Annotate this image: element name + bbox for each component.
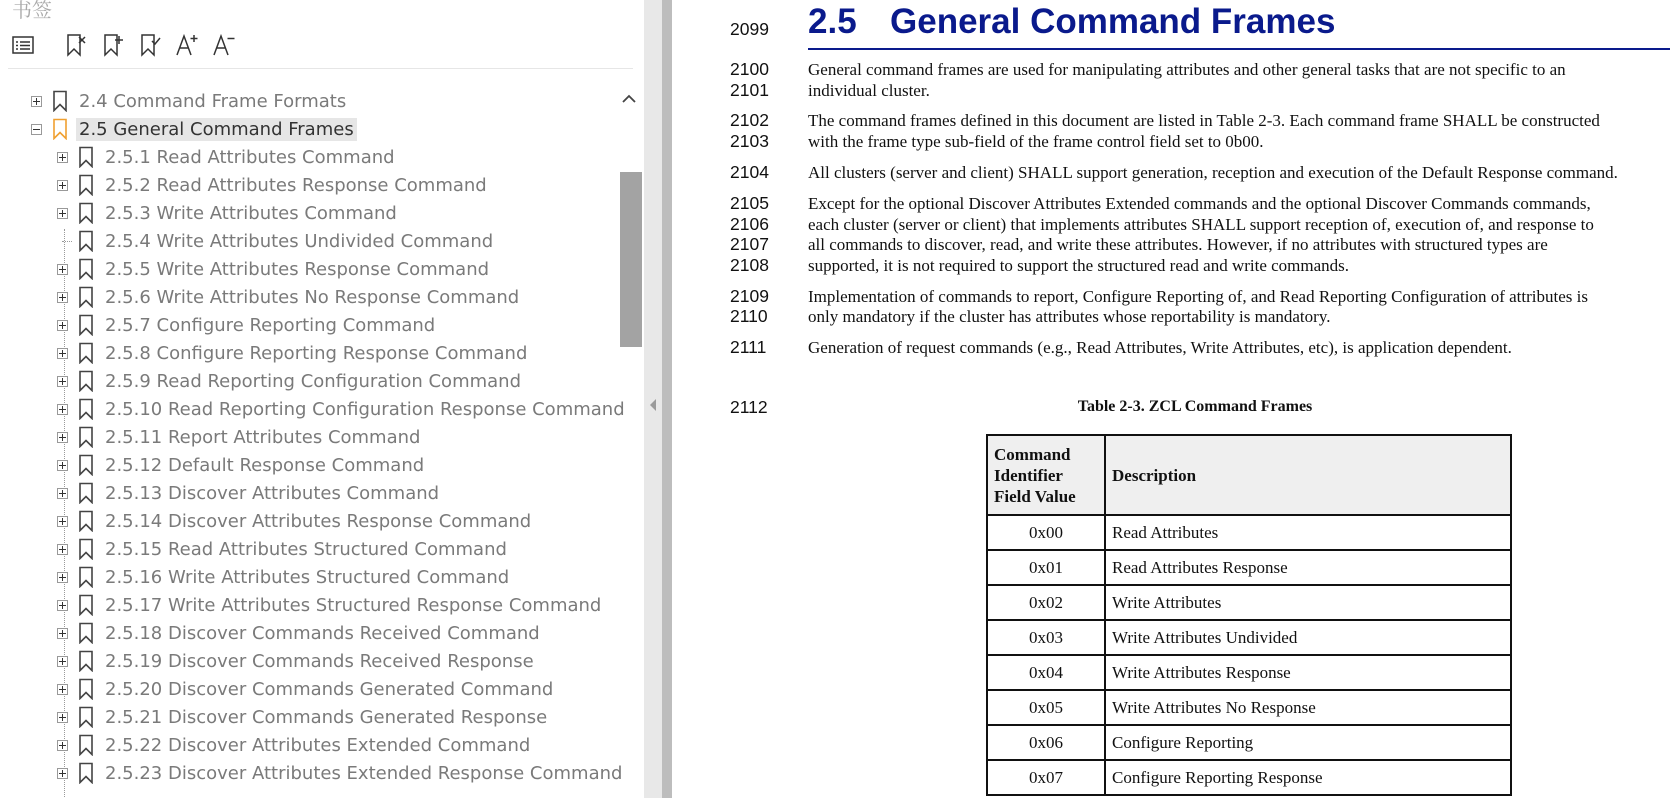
bookmark-item[interactable] [57,507,534,535]
bookmark-label: 2.5.7 Configure Reporting Command [105,314,436,336]
bookmark-item[interactable] [57,143,398,171]
bookmark-icon [78,314,94,336]
line-number: 2103 [730,131,769,151]
command-id-cell: 0x03 [987,620,1105,655]
bookmark-label: 2.5.16 Write Attributes Structured Command [105,566,510,588]
body-line: all commands to discover, read, and write these attributes. However, if no attributes with structured types are [808,235,1548,254]
body-line: General command frames are used for manipulating attributes and other general tasks that are not specific to an [808,60,1566,79]
bookmark-icon [78,622,94,644]
description-cell: Write Attributes [1105,585,1511,620]
table-row [987,690,1511,725]
bookmark-icon [78,398,94,420]
line-number: 2106 [730,214,769,234]
bookmark-label: 2.5.20 Discover Commands Generated Command [105,678,554,700]
bookmark-label: 2.5.12 Default Response Command [105,454,425,476]
bookmark-icon [52,90,68,112]
bookmark-label: 2.5.22 Discover Attributes Extended Command [105,734,531,756]
bookmark-item[interactable] [57,759,625,787]
expand-icon[interactable] [57,460,68,471]
bookmark-label: 2.5.23 Discover Attributes Extended Response Command [105,762,623,784]
table-row [987,655,1511,690]
bookmark-label: 2.5.1 Read Attributes Command [105,146,395,168]
description-cell: Read Attributes Response [1105,550,1511,585]
bookmark-icon [78,762,94,784]
line-number: 2109 [730,286,769,306]
section-heading [808,2,1335,42]
bookmark-item[interactable] [57,367,524,395]
bookmark-item[interactable] [31,115,357,143]
description-cell: Configure Reporting [1105,725,1511,760]
bookmark-icon [78,202,94,224]
bookmark-label: 2.5.14 Discover Attributes Response Command [105,510,532,532]
tree-connector [57,236,68,247]
body-line: supported, it is not required to support the structured read and write commands. [808,256,1350,275]
bookmark-icon [78,566,94,588]
expand-icon[interactable] [57,348,68,359]
bookmark-icon [78,426,94,448]
bookmark-item[interactable] [57,591,604,619]
collapse-icon[interactable] [31,124,42,135]
bookmark-icon [78,510,94,532]
bookmark-label: 2.5.3 Write Attributes Command [105,202,397,224]
bookmark-label: 2.5.9 Read Reporting Configuration Command [105,370,522,392]
description-cell: Read Attributes [1105,515,1511,550]
line-number: 2099 [730,19,769,39]
expand-icon[interactable] [57,208,68,219]
expand-icon[interactable] [57,376,68,387]
increase-text-size-button[interactable] [172,30,202,60]
bookmark-icon [78,342,94,364]
command-id-cell: 0x00 [987,515,1105,550]
bookmarks-toolbar [8,28,246,62]
bookmark-item[interactable] [57,339,530,367]
body-line: All clusters (server and client) SHALL support generation, reception and execution of the Default Response command. [808,163,1618,182]
table-header-description: Description [1105,435,1511,515]
bookmark-icon [78,454,94,476]
bookmark-item[interactable] [31,87,349,115]
scroll-thumb[interactable] [620,172,642,347]
bookmark-label: 2.5.11 Report Attributes Command [105,426,421,448]
command-id-cell: 0x01 [987,550,1105,585]
section-title: General Command Frames [890,2,1336,41]
bookmark-label: 2.5.13 Discover Attributes Command [105,482,440,504]
bookmark-item[interactable] [57,395,628,423]
description-cell: Configure Reporting Response [1105,760,1511,795]
expand-icon[interactable] [57,152,68,163]
body-line: each cluster (server or client) that implements attributes SHALL support reception of, execution of, and response to [808,215,1594,234]
bookmark-label: 2.5 General Command Frames [76,118,357,141]
expand-icon[interactable] [57,544,68,555]
expand-icon[interactable] [57,628,68,639]
delete-bookmark-icon [65,33,87,57]
bookmark-label: 2.5.2 Read Attributes Response Command [105,174,487,196]
body-line: Implementation of commands to report, Configure Reporting of, and Read Reporting Configuration of attributes is [808,287,1588,306]
command-id-cell: 0x05 [987,690,1105,725]
bookmark-icon [78,286,94,308]
bookmark-item[interactable] [57,171,490,199]
table-header-id: Command Identifier Field Value [987,435,1105,515]
bookmark-item[interactable] [57,199,400,227]
command-id-cell: 0x07 [987,760,1105,795]
bookmark-label: 2.5.17 Write Attributes Structured Response Command [105,594,602,616]
command-id-cell: 0x06 [987,725,1105,760]
bookmark-label: 2.5.8 Configure Reporting Response Command [105,342,528,364]
section-number: 2.5 [808,2,857,41]
line-number: 2102 [730,110,769,130]
bookmark-scrollbar[interactable] [618,88,640,798]
bookmark-label: 2.5.4 Write Attributes Undivided Command [105,230,494,252]
bookmark-item[interactable] [57,423,423,451]
expand-icon[interactable] [57,684,68,695]
bookmark-icon [78,538,94,560]
command-id-cell: 0x02 [987,585,1105,620]
bookmark-item[interactable] [57,311,438,339]
table-row [987,515,1511,550]
delete-bookmark-button[interactable] [61,30,91,60]
bookmark-options-button[interactable] [8,30,38,60]
collapse-panel-icon[interactable] [649,398,657,412]
expand-icon[interactable] [57,572,68,583]
line-number: 2111 [730,337,767,357]
chevron-up-icon [622,94,636,104]
body-line: Generation of request commands (e.g., Read Attributes, Write Attributes, etc), is application dependent. [808,338,1512,357]
bookmark-item[interactable] [57,535,510,563]
bookmark-label: 2.5.21 Discover Commands Generated Response [105,706,548,728]
bookmark-label: 2.5.18 Discover Commands Received Command [105,622,540,644]
bookmark-icon [78,734,94,756]
expand-icon[interactable] [57,488,68,499]
bookmark-icon [78,706,94,728]
line-number: 2101 [730,80,769,100]
add-bookmark-button[interactable] [98,30,128,60]
expand-icon[interactable] [57,292,68,303]
expand-icon[interactable] [57,264,68,275]
body-line: with the frame type sub-field of the frame control field set to 0b00. [808,132,1264,151]
body-line: individual cluster. [808,81,930,100]
panel-title: 书签 [12,0,52,22]
bookmark-icon [52,118,68,140]
scroll-up-button[interactable] [618,88,640,110]
find-bookmark-button[interactable] [135,30,165,60]
expand-icon[interactable] [57,404,68,415]
bookmarks-panel [0,0,644,798]
bookmark-icon [78,650,94,672]
bookmark-label: 2.5.15 Read Attributes Structured Command [105,538,507,560]
bookmark-label: 2.5.19 Discover Commands Received Response [105,650,534,672]
expand-icon[interactable] [57,320,68,331]
bookmark-item[interactable] [57,731,533,759]
body-line: only mandatory if the cluster has attributes whose reportability is mandatory. [808,307,1331,326]
bookmark-item[interactable] [57,255,492,283]
line-number: 2110 [730,306,768,326]
bookmark-icon [78,258,94,280]
expand-icon[interactable] [57,712,68,723]
line-number: 2108 [730,255,769,275]
expand-icon[interactable] [57,768,68,779]
bookmark-icon [78,370,94,392]
document-edge [662,0,672,798]
expand-icon[interactable] [57,180,68,191]
line-number: 2104 [730,162,769,182]
document-page [672,0,1670,798]
command-frames-table [986,434,1512,796]
bookmark-item[interactable] [57,619,543,647]
decrease-text-size-icon [212,33,236,57]
table-row [987,620,1511,655]
bookmark-item[interactable] [57,479,442,507]
decrease-text-size-button[interactable] [209,30,239,60]
body-line: The command frames defined in this document are listed in Table 2-3. Each command frame SHALL be constructed [808,111,1600,130]
bookmark-icon [78,230,94,252]
expand-icon[interactable] [57,432,68,443]
bookmark-item[interactable] [57,647,537,675]
line-number: 2107 [730,234,769,254]
table-row [987,760,1511,795]
bookmark-icon [78,678,94,700]
bookmark-icon [78,594,94,616]
bookmark-icon [78,482,94,504]
expand-icon[interactable] [57,516,68,527]
find-bookmark-icon [139,33,161,57]
expand-icon[interactable] [57,656,68,667]
description-cell: Write Attributes No Response [1105,690,1511,725]
bookmark-item[interactable] [57,451,427,479]
increase-text-size-icon [175,33,199,57]
expand-icon[interactable] [57,740,68,751]
bookmark-label: 2.5.10 Read Reporting Configuration Response Command [105,398,625,420]
bookmark-label: 2.4 Command Frame Formats [79,90,347,112]
heading-rule [808,48,1670,50]
add-bookmark-icon [102,33,124,57]
bookmark-item[interactable] [57,227,496,255]
bookmark-label: 2.5.6 Write Attributes No Response Command [105,286,520,308]
table-row [987,585,1511,620]
bookmark-item[interactable] [57,703,550,731]
line-number: 2105 [730,193,769,213]
table-row [987,550,1511,585]
bookmark-label: 2.5.5 Write Attributes Response Command [105,258,490,280]
bookmark-item[interactable] [57,283,522,311]
expand-icon[interactable] [31,96,42,107]
expand-icon[interactable] [57,600,68,611]
table-caption: Table 2-3. ZCL Command Frames [1077,398,1313,415]
bookmark-tree [0,87,625,798]
line-number: 2100 [730,59,769,79]
toolbar-divider [8,68,633,69]
bookmark-item[interactable] [57,563,512,591]
bookmark-icon [78,174,94,196]
bookmark-options-icon [12,36,34,54]
line-number: 2112 [730,397,768,417]
body-line: Except for the optional Discover Attributes Extended commands and the optional Discover Commands commands, [808,194,1591,213]
description-cell: Write Attributes Response [1105,655,1511,690]
bookmark-icon [78,146,94,168]
description-cell: Write Attributes Undivided [1105,620,1511,655]
command-id-cell: 0x04 [987,655,1105,690]
table-row [987,725,1511,760]
bookmark-item[interactable] [57,675,556,703]
